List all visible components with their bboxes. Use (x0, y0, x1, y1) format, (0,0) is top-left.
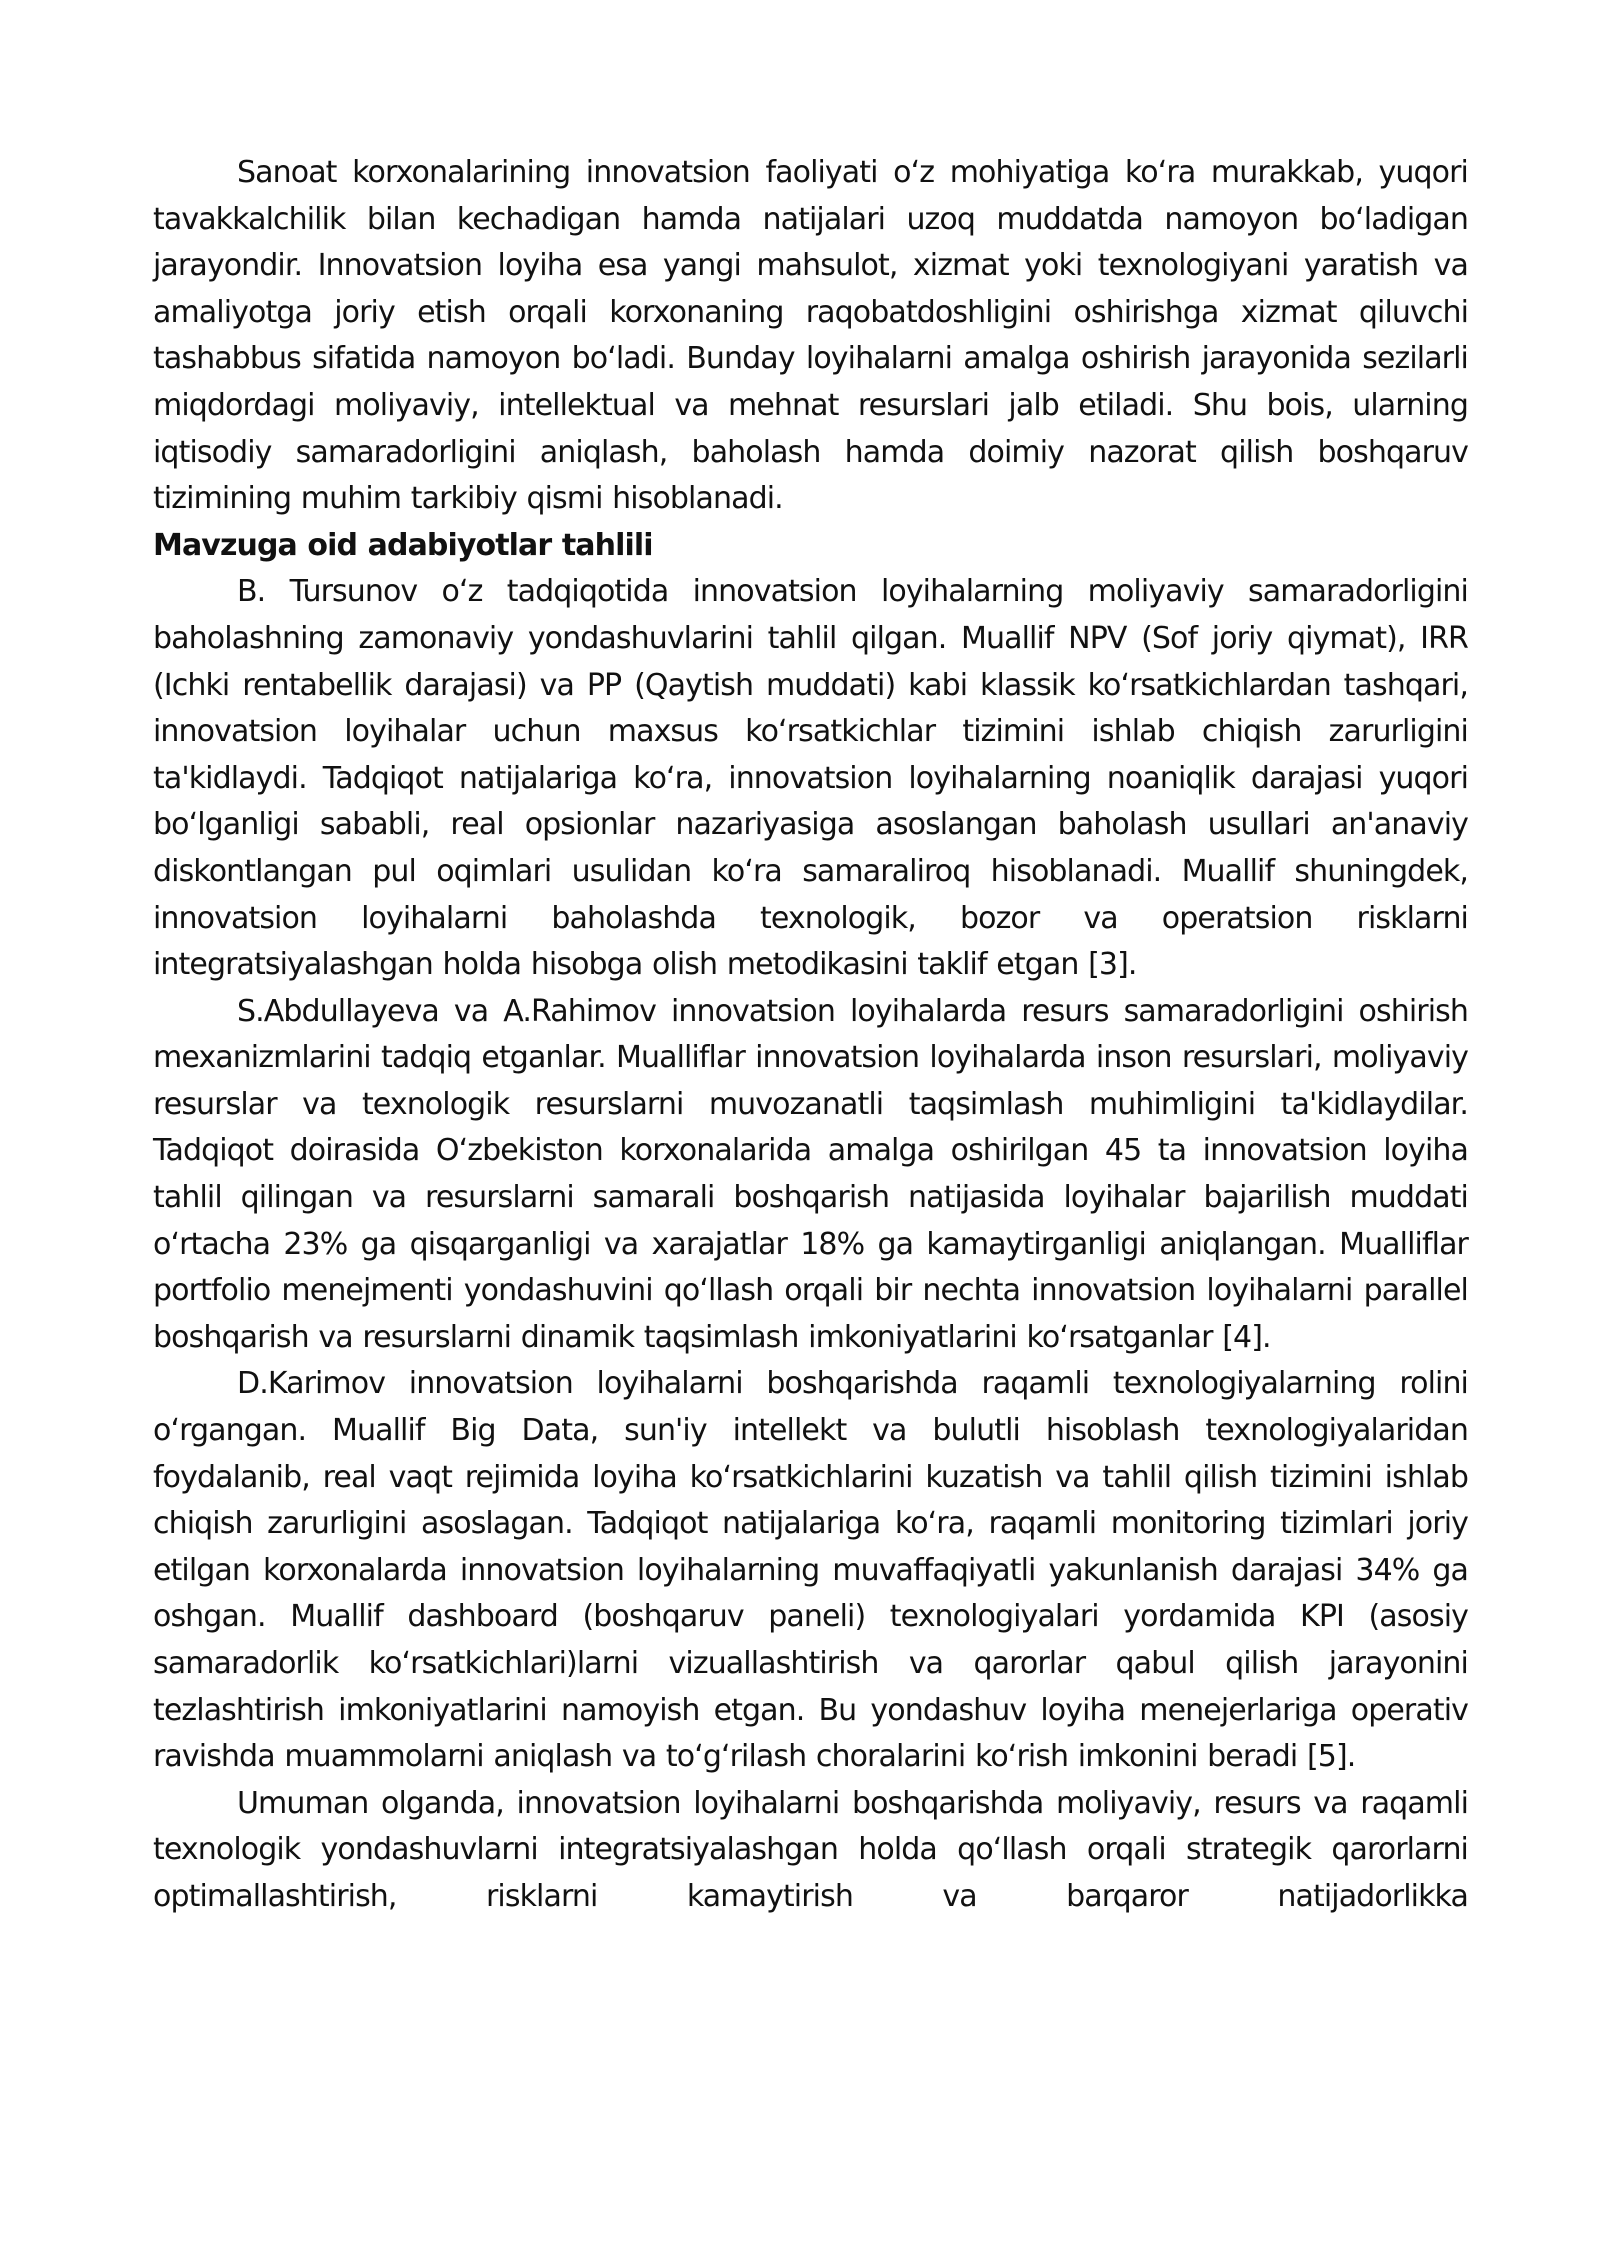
paragraph-abdullayeva-rahimov: S.Abdullayeva va A.Rahimov innovatsion loyihalarda resurs samaradorligini oshirish mexanizmlarini tadqiq etganlar. Mualliflar innovatsion loyihalarda inson resurslari, moliyaviy resurslar va texnologik resurslarni muvozanatli taqsimlash muhimligini ta'kidlaydilar. Tadqiqot doirasida Oʻzbekiston korxonalarida amalga oshirilgan 45 ta innovatsion loyiha tahlil qilingan va resurslarni samarali boshqarish natijasida loyihalar bajarilish muddati oʻrtacha 23% ga qisqarganligi va xarajatlar 18% ga kamaytirganligi aniqlangan. Mualliflar portfolio menejmenti yondashuvini qoʻllash orqali bir nechta innovatsion loyihalarni parallel boshqarish va resurslarni dinamik taqsimlash imkoniyatlarini koʻrsatganlar [4]. (153, 993, 1468, 1355)
paragraph-tursunov: B. Tursunov oʻz tadqiqotida innovatsion loyihalarning moliyaviy samaradorligini baholashning zamonaviy yondashuvlarini tahlil qilgan. Muallif NPV (Sof joriy qiymat), IRR (Ichki rentabellik darajasi) va PP (Qaytish muddati) kabi klassik koʻrsatkichlardan tashqari, innovatsion loyihalar uchun maxsus koʻrsatkichlar tizimini ishlab chiqish zarurligini ta'kidlaydi. Tadqiqot natijalariga koʻra, innovatsion loyihalarning noaniqlik darajasi yuqori boʻlganligi sababli, real opsionlar nazariyasiga asoslangan baholash usullari an'anaviy diskontlangan pul oqimlari usulidan koʻra samaraliroq hisoblanadi. Muallif shuningdek, innovatsion loyihalarni baholashda texnologik, bozor va operatsion risklarni integratsiyalashgan holda hisobga olish metodikasini taklif etgan [3]. (153, 574, 1468, 983)
intro-paragraph: Sanoat korxonalarining innovatsion faoliyati oʻz mohiyatiga koʻra murakkab, yuqori tavakkalchilik bilan kechadigan hamda natijalari uzoq muddatda namoyon boʻladigan jarayondir. Innovatsion loyiha esa yangi mahsulot, xizmat yoki texnologiyani yaratish va amaliyotga joriy etish orqali korxonaning raqobatdoshligini oshirishga xizmat qiluvchi tashabbus sifatida namoyon boʻladi. Bunday loyihalarni amalga oshirish jarayonida sezilarli miqdordagi moliyaviy, intellektual va mehnat resurslari jalb etiladi. Shu bois, ularning iqtisodiy samaradorligini aniqlash, baholash hamda doimiy nazorat qilish boshqaruv tizimining muhim tarkibiy qismi hisoblanadi. (153, 155, 1468, 517)
section-heading: Mavzuga oid adabiyotlar tahlili (153, 527, 653, 563)
paragraph-conclusion: Umuman olganda, innovatsion loyihalarni boshqarishda moliyaviy, resurs va raqamli texnologik yondashuvlarni integratsiyalashgan holda qoʻllash orqali strategik qarorlarni optimallashtirish, risklarni kamaytirish va barqaror natijadorlikka (153, 1785, 1468, 1914)
document-page (153, 150, 1468, 1921)
paragraph-karimov: D.Karimov innovatsion loyihalarni boshqarishda raqamli texnologiyalarning rolini oʻrgangan. Muallif Big Data, sun'iy intellekt va bulutli hisoblash texnologiyalaridan foydalanib, real vaqt rejimida loyiha koʻrsatkichlarini kuzatish va tahlil qilish tizimini ishlab chiqish zarurligini asoslagan. Tadqiqot natijalariga koʻra, raqamli monitoring tizimlari joriy etilgan korxonalarda innovatsion loyihalarning muvaffaqiyatli yakunlanish darajasi 34% ga oshgan. Muallif dashboard (boshqaruv paneli) texnologiyalari yordamida KPI (asosiy samaradorlik koʻrsatkichlari)larni vizuallashtirish va qarorlar qabul qilish jarayonini tezlashtirish imkoniyatlarini namoyish etgan. Bu yondashuv loyiha menejerlariga operativ ravishda muammolarni aniqlash va toʻgʻrilash choralarini koʻrish imkonini beradi [5]. (153, 1366, 1468, 1775)
